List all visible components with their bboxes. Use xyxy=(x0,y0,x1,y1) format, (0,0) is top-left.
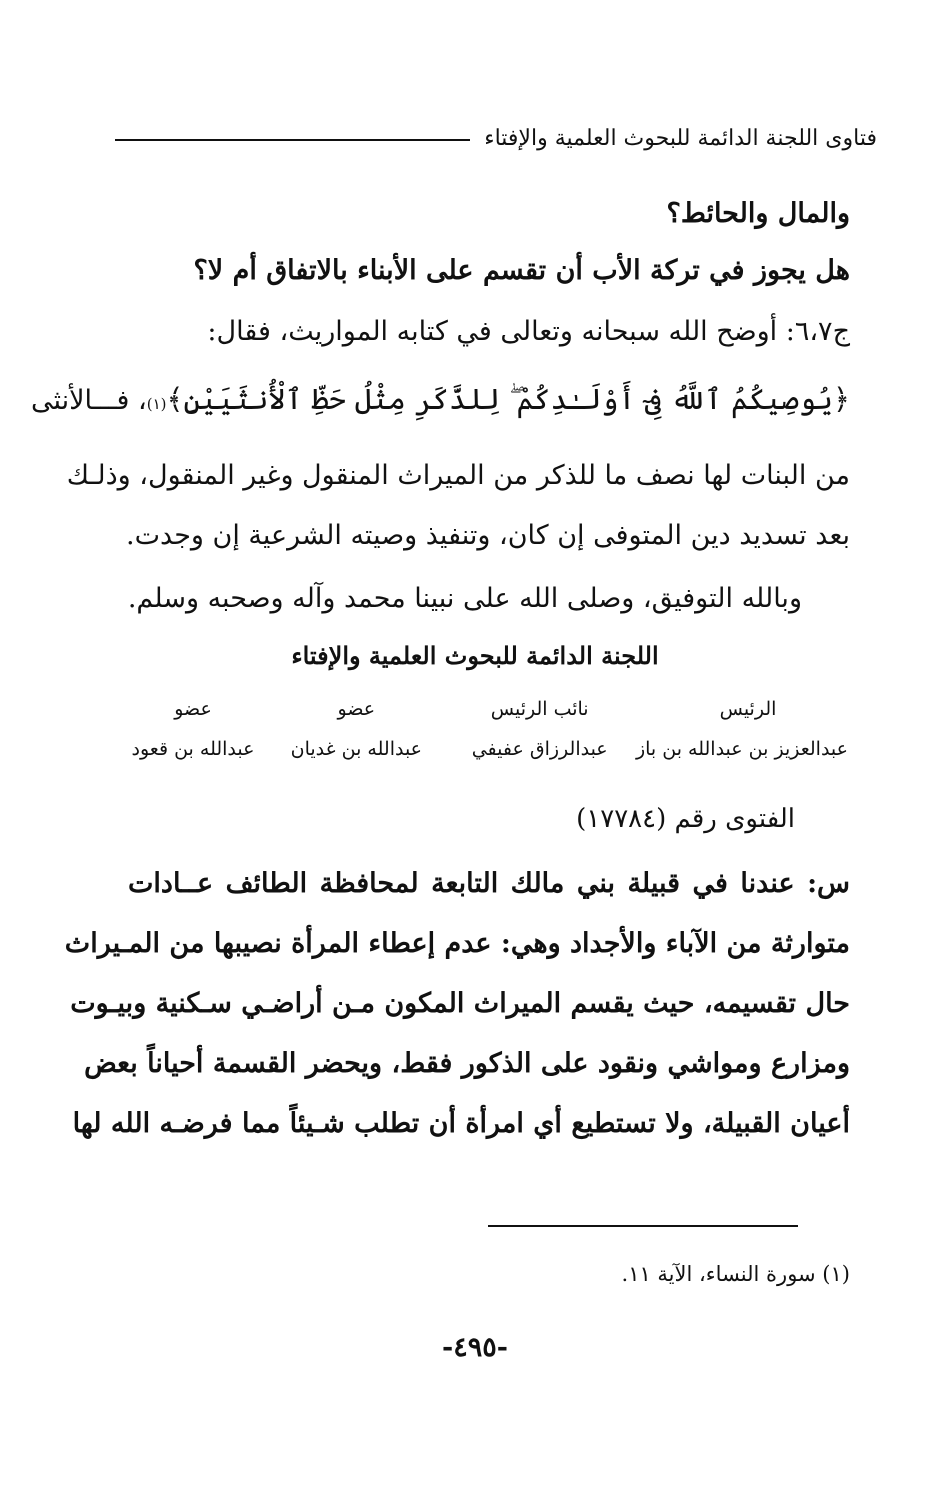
name-deputy: عبدالرزاق عفيفي xyxy=(471,738,608,760)
running-header xyxy=(115,118,877,158)
signatory-names xyxy=(128,738,848,760)
text-line-1: والمال والحائط؟ xyxy=(666,198,850,229)
question-line: هل يجوز في تركة الأب أن تقسم على الأبناء بالاتفاق أم لا؟ xyxy=(193,255,850,286)
running-header-title: فتاوى اللجنة الدائمة للبحوث العلمية والإفتاء xyxy=(484,125,877,151)
question-line-4: ومزارع ومواشي ونقود على الذكور فقط، ويحضر القسمة أحياناً بعض xyxy=(84,1048,850,1079)
quran-verse: ﴿يُوصِيكُمُ ٱللَّهُ فِىٓ أَوْلَـٰدِكُمْ ۖ لِلذَّكَرِ مِثْلُ حَظِّ ٱلْأُنثَيَيْنِ﴾ xyxy=(166,382,850,416)
fatwa-number: الفتوى رقم (١٧٧٨٤) xyxy=(576,804,795,834)
role-member-1: عضو xyxy=(337,698,376,720)
question-line-1: س: عندنا في قبيلة بني مالك التابعة لمحافظة الطائف عــادات xyxy=(128,868,850,899)
question-line-3: حال تقسيمه، حيث يقسم الميراث المكون مـن أراضـي سـكنية وبيـوت xyxy=(70,988,850,1019)
closing-line: وبالله التوفيق، وصلى الله على نبينا محمد وآله وصحبه وسلم. xyxy=(127,583,802,614)
question-line-5: أعيان القبيلة، ولا تستطيع أي امرأة أن تطلب شـيئاً مما فرضـه الله لها xyxy=(72,1108,850,1139)
role-chairman: الرئيس xyxy=(719,698,777,720)
committee-title: اللجنة الدائمة للبحوث العلمية والإفتاء xyxy=(291,641,659,670)
name-member-2: عبدالله بن قعود xyxy=(131,738,255,760)
page-number: -٤٩٥- xyxy=(442,1332,508,1363)
role-deputy: نائب الرئيس xyxy=(490,698,589,720)
signatory-roles xyxy=(128,698,848,720)
role-member-2: عضو xyxy=(174,698,212,720)
header-rule xyxy=(115,139,470,141)
question-line-2: متوارثة من الآباء والأجداد وهي: عدم إعطاء المرأة نصيبها من المـيراث xyxy=(64,928,850,959)
answer-line-3: من البنات لها نصف ما للذكر من الميراث المنقول وغير المنقول، وذلـك xyxy=(66,460,850,491)
name-chairman: عبدالعزيز بن عبدالله بن باز xyxy=(635,738,848,760)
name-member-1: عبدالله بن غديان xyxy=(290,738,423,760)
footnote-rule xyxy=(488,1225,798,1227)
quran-verse-line xyxy=(30,382,850,417)
answer-line-1: ج٦،٧: أوضح الله سبحانه وتعالى في كتابه المواريث، فقال: xyxy=(207,316,850,347)
footnote-marker: (١) xyxy=(146,395,167,413)
footnote: (١) سورة النساء، الآية ١١. xyxy=(621,1262,850,1286)
answer-line-4: بعد تسديد دين المتوفى إن كان، وتنفيذ وصيته الشرعية إن وجدت. xyxy=(126,520,850,551)
verse-continuation: ، فـــالأنثى xyxy=(30,385,147,416)
